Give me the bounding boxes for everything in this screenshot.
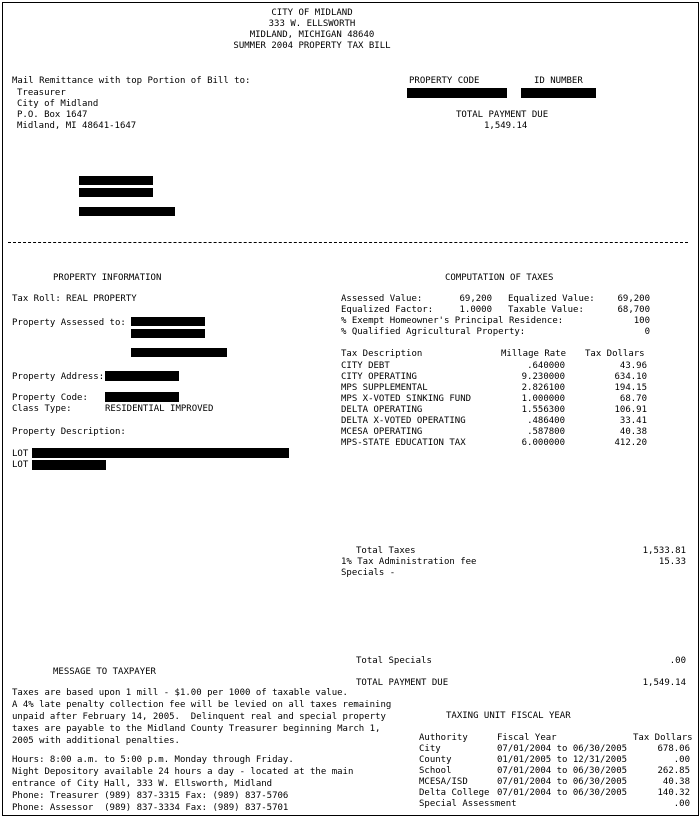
millage-rate: 9.230000: [521, 372, 565, 382]
authority: MCESA/ISD: [419, 777, 468, 787]
phone-treasurer: Phone: Treasurer (989) 837-3315 Fax: (989) 837-5706: [12, 791, 289, 801]
table-row: [341, 361, 647, 372]
homestead-label: % Exempt Homeowner's Principal Residence:: [341, 316, 564, 326]
col-tax-dollars: Tax Dollars: [585, 349, 645, 359]
property-info-title: PROPERTY INFORMATION: [53, 273, 162, 283]
message-title: MESSAGE TO TAXPAYER: [53, 667, 156, 677]
night-depository: entrance of City Hall, 333 W. Ellsworth, Midland: [12, 779, 273, 789]
millage-rate: .486400: [527, 416, 565, 426]
lot-label: LOT: [12, 449, 29, 459]
tax-amount: 43.96: [619, 361, 647, 371]
taxable-value-label: Taxable Value:: [508, 305, 584, 315]
tax-description: MPS X-VOTED SINKING FUND: [341, 394, 472, 404]
property-description-label: Property Description:: [12, 427, 126, 437]
total-specials-label: Total Specials: [356, 656, 432, 666]
fiscal-year: 07/01/2004 to 06/30/2005: [497, 744, 628, 754]
millage-rate: .587800: [527, 427, 565, 437]
total-due-label: TOTAL PAYMENT DUE: [456, 110, 549, 120]
assessed-to-label: Property Assessed to:: [12, 318, 126, 328]
tax-amount: 106.91: [614, 405, 647, 415]
fiscal-amount: 262.85: [657, 766, 690, 776]
fiscal-year: 07/01/2004 to 06/30/2005: [497, 777, 628, 787]
header-street: 333 W. ELLSWORTH: [268, 19, 356, 29]
tax-table-header: [341, 349, 647, 360]
total-specials-value: .00: [669, 656, 686, 666]
taxable-value: 68,700: [617, 305, 650, 315]
table-row: [341, 372, 647, 383]
header-city: CITY OF MIDLAND: [271, 8, 353, 18]
equalized-factor-label: Equalized Factor:: [341, 305, 434, 315]
equalized-value-label: Equalized Value:: [508, 294, 595, 304]
tax-amount: 68.70: [619, 394, 647, 404]
property-address-label: Property Address:: [12, 372, 105, 382]
table-row: [419, 788, 690, 799]
redacted-name: [79, 188, 153, 197]
redacted-lot: [32, 460, 106, 470]
total-due-value: 1,549.14: [484, 121, 528, 131]
phone-assessor: Phone: Assessor (989) 837-3334 Fax: (989) 837-5701: [12, 803, 289, 813]
redacted-owner: [131, 317, 205, 326]
millage-rate: 6.000000: [521, 438, 565, 448]
fiscal-amount: 40.38: [662, 777, 690, 787]
tax-description: MCESA OPERATING: [341, 427, 423, 437]
header-citystate: MIDLAND, MICHIGAN 48640: [249, 30, 375, 40]
fiscal-table-header: [419, 733, 693, 744]
remit-line: Treasurer: [17, 88, 66, 98]
tax-amount: 634.10: [614, 372, 647, 382]
tax-roll: Tax Roll: REAL PROPERTY: [12, 294, 137, 304]
table-row: [341, 438, 647, 449]
redacted-property-code: [407, 88, 507, 98]
table-row: [341, 416, 647, 427]
id-number-label: ID NUMBER: [534, 76, 583, 86]
millage-rate: 2.826100: [521, 383, 565, 393]
remit-line: Midland, MI 48641-1647: [17, 121, 137, 131]
tax-amount: 33.41: [619, 416, 647, 426]
tear-line: [8, 242, 688, 243]
col-fiscal-year: Fiscal Year: [497, 733, 557, 743]
fiscal-year: 01/01/2005 to 12/31/2005: [497, 755, 628, 765]
millage-rate: .640000: [527, 361, 565, 371]
equalized-value: 69,200: [617, 294, 650, 304]
authority: School: [419, 766, 452, 776]
night-depository: Night Depository available 24 hours a day - located at the main: [12, 767, 354, 777]
tax-amount: 412.20: [614, 438, 647, 448]
homestead-value: 100: [633, 316, 650, 326]
property-code-label: PROPERTY CODE: [409, 76, 480, 86]
message-line: unpaid after February 14, 2005. Delinquent real and special property: [12, 712, 386, 722]
total-payment-value: 1,549.14: [642, 678, 686, 688]
tax-description: CITY OPERATING: [341, 372, 417, 382]
table-row: [341, 427, 647, 438]
table-row: [419, 755, 690, 766]
message-line: 2005 with additional penalties.: [12, 736, 180, 746]
col-fiscal-dollars: Tax Dollars: [633, 733, 693, 743]
office-hours: Hours: 8:00 a.m. to 5:00 p.m. Monday through Friday.: [12, 755, 294, 765]
redacted-lot: [32, 448, 289, 458]
table-row: [419, 744, 690, 755]
class-type-label: Class Type:: [12, 404, 72, 414]
redacted-owner: [131, 329, 205, 338]
header-bill-title: SUMMER 2004 PROPERTY TAX BILL: [233, 41, 391, 51]
total-payment-label: TOTAL PAYMENT DUE: [356, 678, 449, 688]
table-row: [419, 766, 690, 777]
message-line: taxes are payable to the Midland County Treasurer beginning March 1,: [12, 724, 381, 734]
fiscal-amount: 140.32: [657, 788, 690, 798]
redacted-owner: [131, 348, 227, 357]
redacted-name: [79, 176, 153, 185]
tax-description: CITY DEBT: [341, 361, 390, 371]
redacted-property-address: [105, 371, 179, 381]
class-type-value: RESIDENTIAL IMPROVED: [105, 404, 214, 414]
redacted-id-number: [521, 88, 596, 98]
message-line: Taxes are based upon 1 mill - $1.00 per 1000 of taxable value.: [12, 688, 348, 698]
special-assessment-value: .00: [673, 799, 690, 809]
col-authority: Authority: [419, 733, 468, 743]
millage-rate: 1.556300: [521, 405, 565, 415]
table-row: [341, 405, 647, 416]
property-code-label: Property Code:: [12, 393, 88, 403]
remit-line: P.O. Box 1647: [17, 110, 88, 120]
tax-description: DELTA X-VOTED OPERATING: [341, 416, 466, 426]
assessed-value-label: Assessed Value:: [341, 294, 423, 304]
special-assessment-label: Special Assessment: [419, 799, 517, 809]
authority: County: [419, 755, 452, 765]
fiscal-title: TAXING UNIT FISCAL YEAR: [446, 711, 571, 721]
col-tax-description: Tax Description: [341, 349, 423, 359]
tax-description: MPS-STATE EDUCATION TAX: [341, 438, 466, 448]
fiscal-amount: 678.06: [657, 744, 690, 754]
fiscal-year: 07/01/2004 to 06/30/2005: [497, 766, 628, 776]
agricultural-value: 0: [644, 327, 650, 337]
agricultural-label: % Qualified Agricultural Property:: [341, 327, 526, 337]
redacted-property-code: [105, 392, 179, 402]
tax-description: MPS SUPPLEMENTAL: [341, 383, 428, 393]
admin-fee-value: 15.33: [658, 557, 686, 567]
table-row: [341, 383, 647, 394]
tax-amount: 40.38: [619, 427, 647, 437]
col-millage-rate: Millage Rate: [501, 349, 567, 359]
computation-title: COMPUTATION OF TAXES: [445, 273, 554, 283]
admin-fee-label: 1% Tax Administration fee: [341, 557, 477, 567]
fiscal-year: 07/01/2004 to 06/30/2005: [497, 788, 628, 798]
tax-amount: 194.15: [614, 383, 647, 393]
authority: Delta College: [419, 788, 490, 798]
message-line: A 4% late penalty collection fee will be levied on all taxes remaining: [12, 700, 392, 710]
total-taxes-label: Total Taxes: [356, 546, 416, 556]
remit-title: Mail Remittance with top Portion of Bill to:: [12, 76, 251, 86]
authority: City: [419, 744, 441, 754]
millage-rate: 1.000000: [521, 394, 565, 404]
fiscal-amount: .00: [673, 755, 690, 765]
redacted-address: [79, 207, 175, 216]
table-row: [419, 777, 690, 788]
assessed-value: 69,200: [459, 294, 492, 304]
total-taxes-value: 1,533.81: [642, 546, 686, 556]
equalized-factor: 1.0000: [459, 305, 492, 315]
specials-label: Specials -: [341, 568, 396, 578]
lot-label: LOT: [12, 460, 29, 470]
remit-line: City of Midland: [17, 99, 99, 109]
tax-description: DELTA OPERATING: [341, 405, 423, 415]
table-row: [341, 394, 647, 405]
